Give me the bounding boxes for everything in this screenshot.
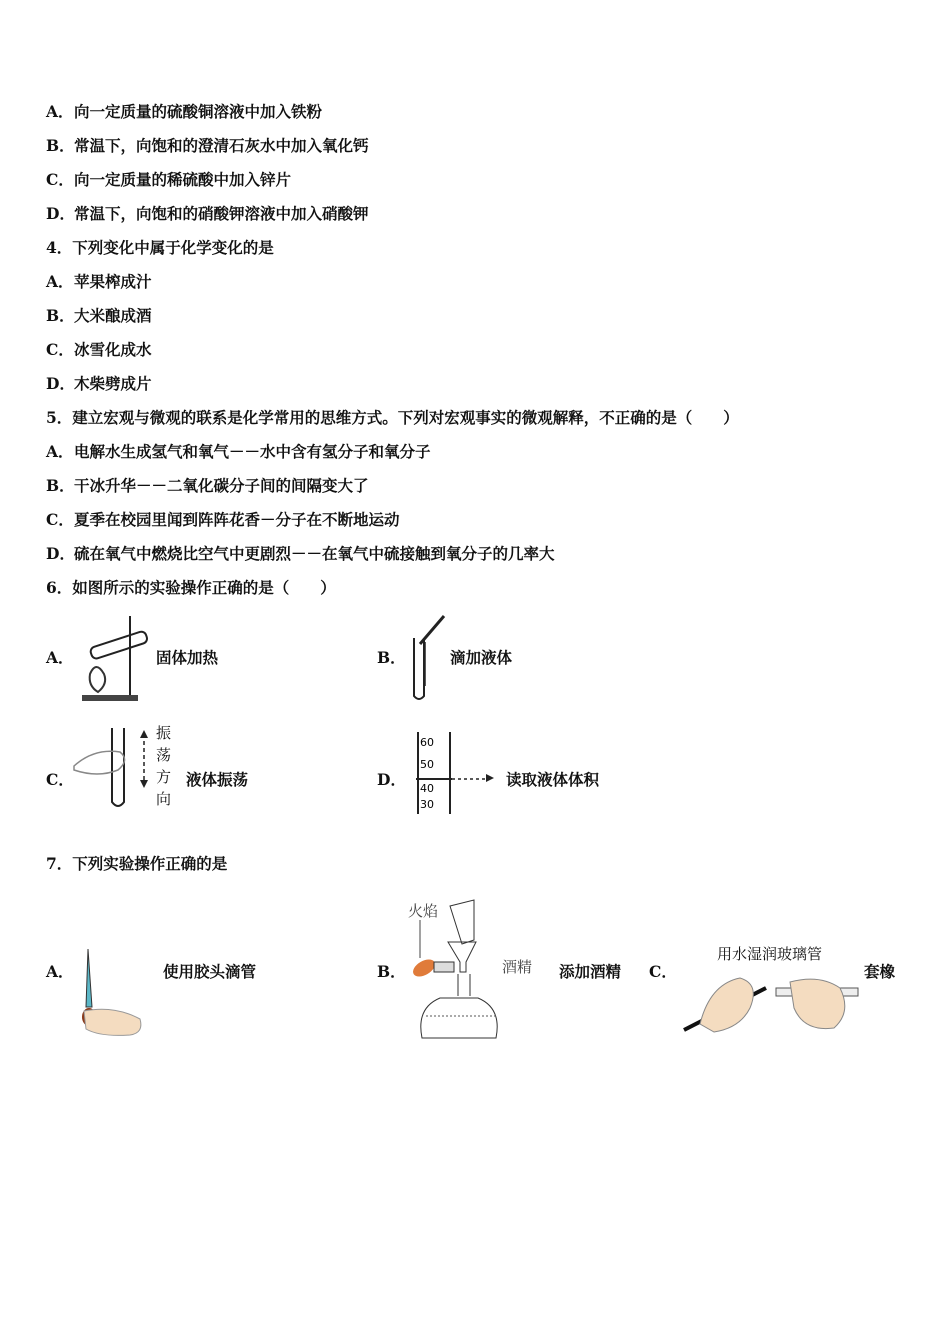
q6-option-d-key: D． (377, 770, 406, 789)
graduated-cylinder-figure (414, 732, 506, 816)
q6-option-c-key: C． (46, 770, 74, 789)
q7-option-c-key: C． (649, 962, 677, 981)
q4-option-d: D．木柴劈成片 (46, 374, 152, 393)
q7-option-a-text: 使用胶头滴管 (163, 962, 257, 981)
q7-option-b-key: B． (377, 962, 406, 981)
dropper-testtube-figure (408, 612, 448, 702)
solid-heating-figure (76, 612, 156, 704)
shaking-testtube-figure (72, 724, 152, 810)
q5-option-a: A．电解水生成氢气和氧气－－水中含有氢分子和氧分子 (46, 442, 431, 461)
svg-text:40: 40 (420, 782, 434, 795)
shaking-direction-label: 振 荡 方 向 (156, 724, 172, 808)
q6-option-a-key: A． (46, 648, 74, 667)
q6-option-b-key: B． (377, 648, 406, 667)
q4-option-c: C．冰雪化成水 (46, 340, 152, 359)
svg-text:30: 30 (420, 798, 434, 811)
q7-option-b-text: 添加酒精 (559, 962, 622, 981)
q5-option-c: C．夏季在校园里闻到阵阵花香－分子在不断地运动 (46, 510, 400, 529)
q7-option-a-key: A． (46, 962, 74, 981)
svg-text:50: 50 (420, 758, 434, 771)
q3-option-b: B．常温下，向饱和的澄清石灰水中加入氧化钙 (46, 136, 369, 155)
q3-option-d: D．常温下，向饱和的硝酸钾溶液中加入硝酸钾 (46, 204, 369, 223)
q4-stem: 4．下列变化中属于化学变化的是 (46, 238, 274, 257)
q6-option-a-text: 固体加热 (156, 648, 219, 667)
svg-text:酒精: 酒精 (502, 958, 533, 976)
q7-option-c-text: 套橡 (864, 962, 896, 981)
svg-text:60: 60 (420, 736, 434, 749)
q6-option-b-text: 滴加液体 (450, 648, 513, 667)
q6-option-d-text: 读取液体体积 (506, 770, 600, 789)
dropper-in-hand-figure (76, 945, 148, 1037)
q4-option-a: A．苹果榨成汁 (46, 272, 152, 291)
wet-glass-tube-label: 用水湿润玻璃管 (717, 945, 823, 963)
rubber-tube-hands-figure (680, 974, 862, 1036)
alcohol-lamp-figure (404, 898, 542, 1046)
q7-stem: 7．下列实验操作正确的是 (46, 854, 228, 873)
q4-option-b: B．大米酿成酒 (46, 306, 152, 325)
svg-text:火焰: 火焰 (408, 902, 439, 920)
q3-option-c: C．向一定质量的稀硫酸中加入锌片 (46, 170, 292, 189)
q5-stem: 5．建立宏观与微观的联系是化学常用的思维方式。下列对宏观事实的微观解释，不正确的是（ ） (46, 408, 739, 427)
q6-option-c-text: 液体振荡 (186, 770, 249, 789)
q3-option-a: A．向一定质量的硫酸铜溶液中加入铁粉 (46, 102, 323, 121)
q5-option-d: D．硫在氧气中燃烧比空气中更剧烈－－在氧气中硫接触到氧分子的几率大 (46, 544, 555, 563)
q6-stem: 6．如图所示的实验操作正确的是（ ） (46, 578, 336, 597)
q5-option-b: B．干冰升华－－二氧化碳分子间的间隔变大了 (46, 476, 369, 495)
